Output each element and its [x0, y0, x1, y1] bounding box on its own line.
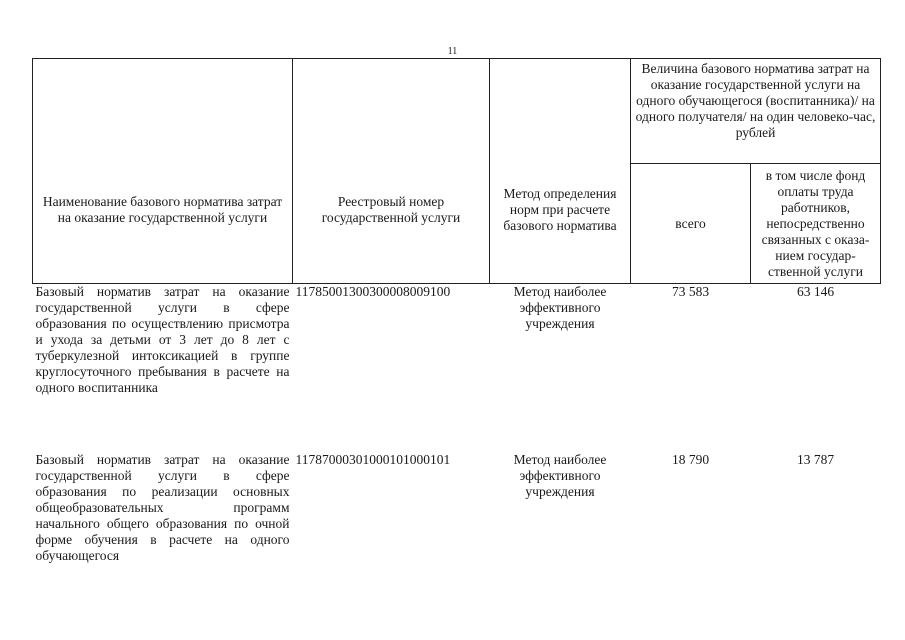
- header-registry: Реестровый номер государственной услуги: [293, 59, 490, 284]
- header-payroll: в том числе фонд оплаты труда работников, непосредственно связанных с оказа-нием государ-ственной услуги: [751, 164, 881, 284]
- row-service-name: Базовый норматив затрат на оказание государственной услуги в сфере образования по осуществлению присмотра и ухода за детьми от 3 лет до 8 лет с туберкулезной интоксикацией в группе круглосуточного пребывания в расчете на одного воспитанника: [35, 284, 290, 395]
- row-payroll: 63 146: [796, 284, 835, 299]
- row-registry-number: 11787000301000101000101: [295, 452, 451, 467]
- row-payroll: 13 787: [796, 452, 835, 467]
- row-total: 18 790: [671, 452, 710, 467]
- page-number: 11: [447, 46, 458, 57]
- header-value-group: Величина базового норматива затрат на оказание государственной услуги на одного обучающегося (воспитанника)/ на одного получателя/ на один человеко-час, рублей: [631, 59, 881, 164]
- table-row: [33, 284, 881, 443]
- row-spacer: [33, 442, 881, 452]
- row-service-name: Базовый норматив затрат на оказание государственной услуги в сфере образования по реализации основных общеобразовательных программ начального общего образования по очной форме обучения в расчете на одного обучающегося: [35, 452, 290, 563]
- table-body: [33, 284, 881, 573]
- header-method: Метод определения норм при расчете базового норматива: [490, 59, 631, 284]
- row-method: Метод наиболее эффективного учреждения: [513, 284, 607, 331]
- header-name: Наименование базового норматива затрат на оказание государственной услуги: [33, 59, 293, 284]
- table-header: [33, 59, 881, 284]
- row-total: 73 583: [671, 284, 710, 299]
- header-total: всего: [631, 164, 751, 284]
- norms-table: [32, 58, 881, 572]
- table-row: [33, 452, 881, 572]
- row-method: Метод наиболее эффективного учреждения: [513, 452, 607, 499]
- row-registry-number: 11785001300300008009100: [295, 284, 451, 299]
